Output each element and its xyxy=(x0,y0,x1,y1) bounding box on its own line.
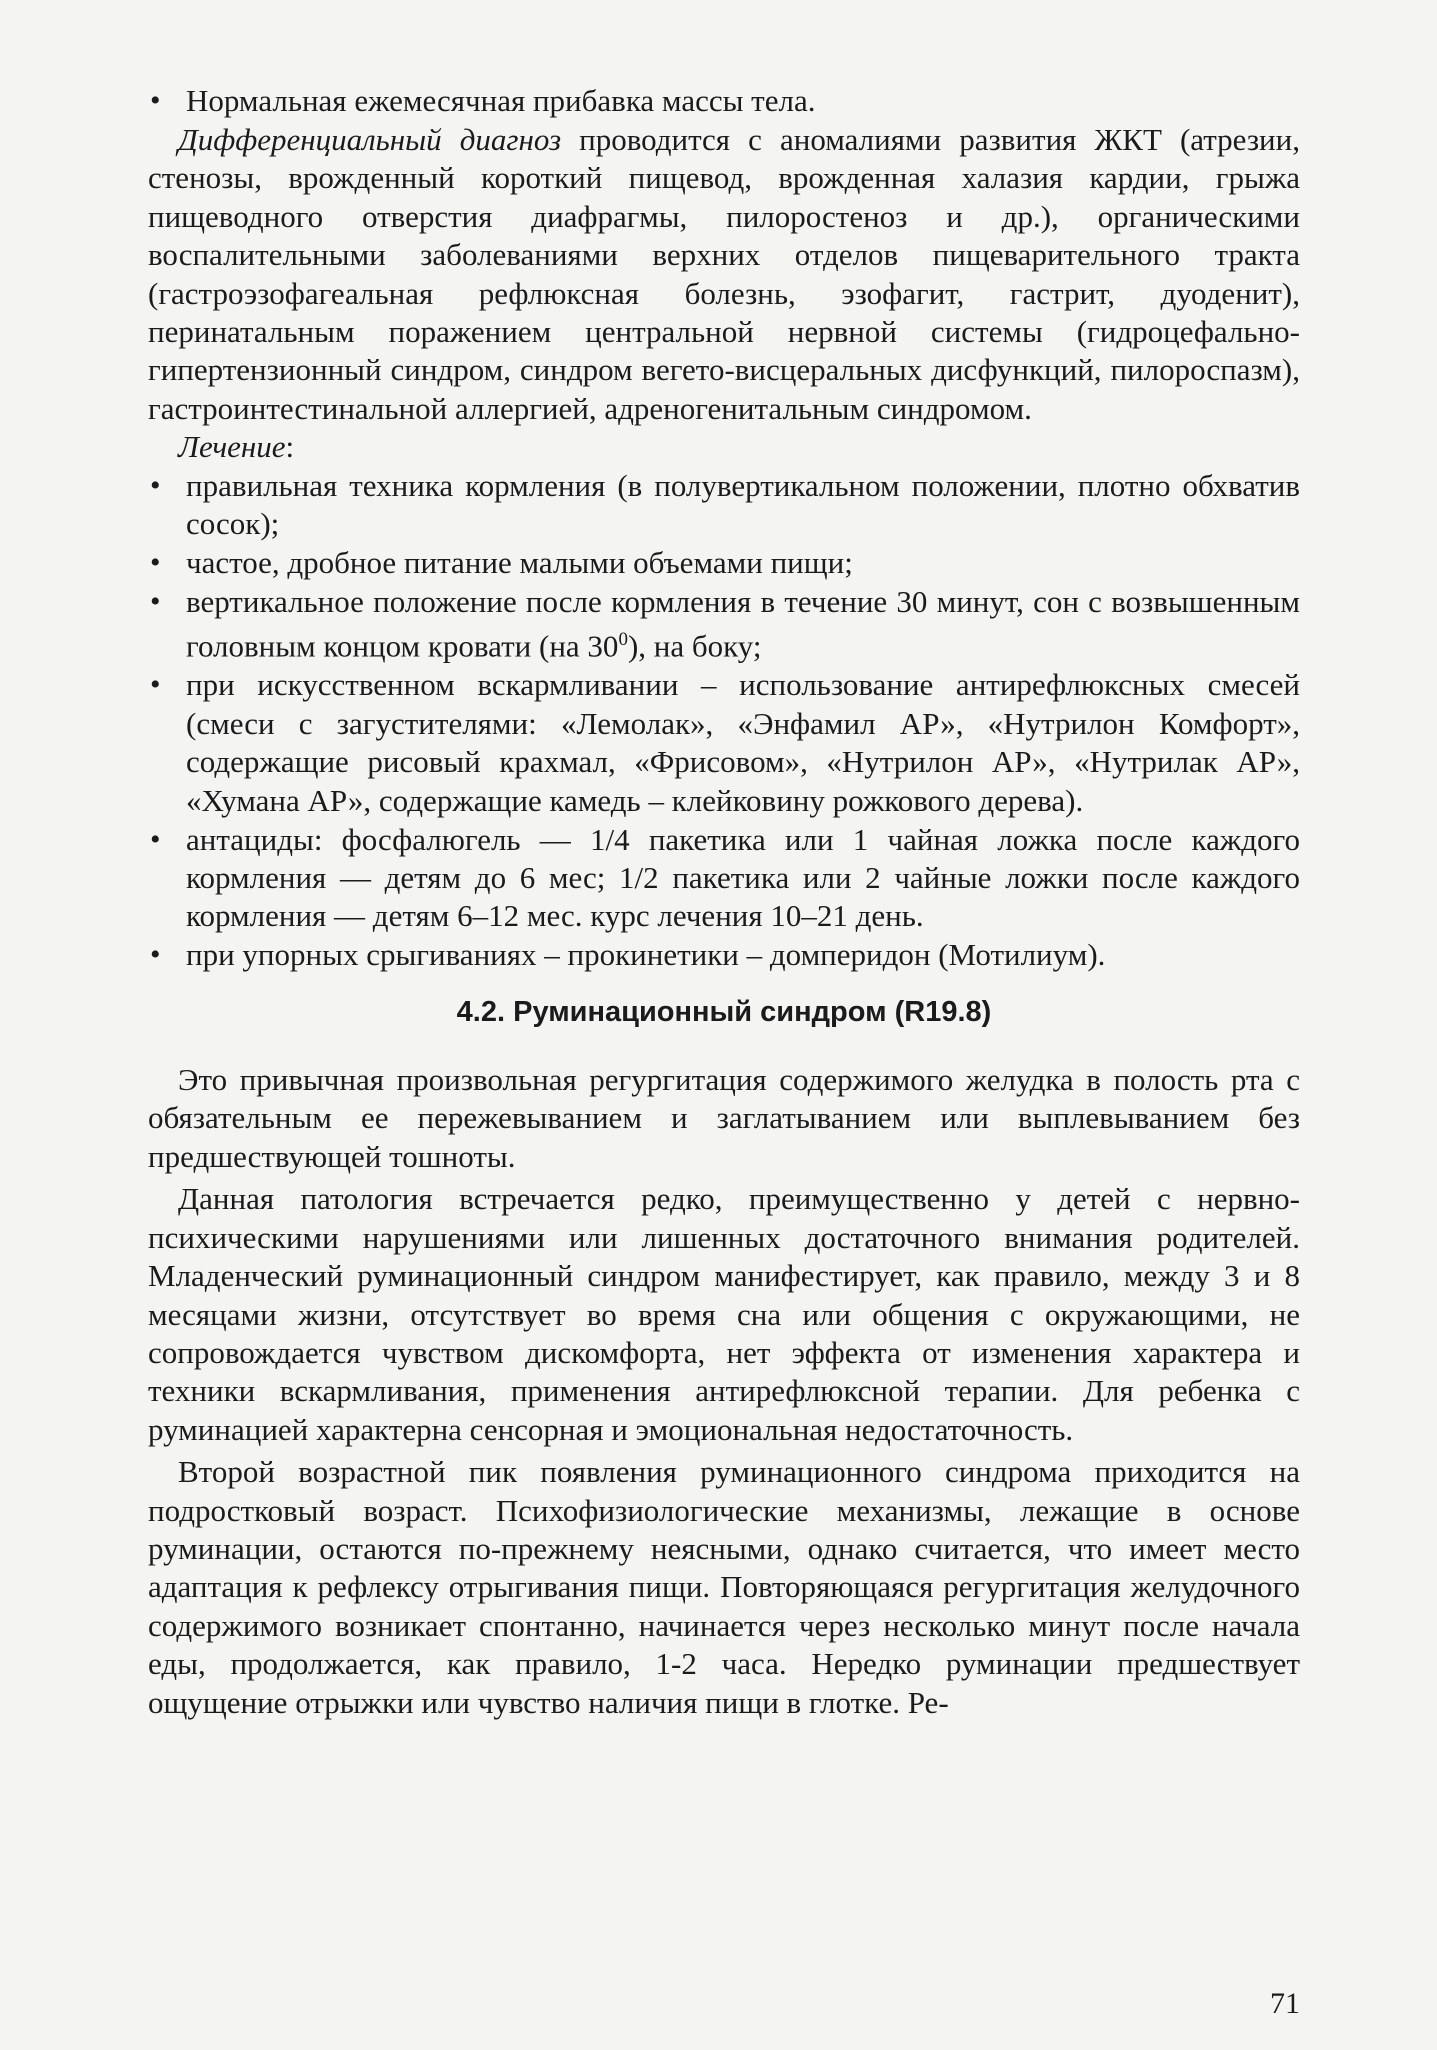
list-item-text: Нормальная ежемесячная прибавка массы тела. xyxy=(186,83,816,118)
page-content xyxy=(148,82,1300,1722)
section-paragraph-1: Это привычная произвольная регургитация содержимого желудка в полость рта с обязательным ее пережевыванием и заглатыванием или выплевыванием без предшествующей тошноты. xyxy=(148,1062,1300,1174)
treatment-item-2: частое, дробное питание малыми объемами пищи; xyxy=(186,544,853,580)
treatment-item-6: при упорных срыгиваниях – прокинетики – домперидон (Мотилиум). xyxy=(186,937,1106,973)
treatment-item-3-tail: ), на боку; xyxy=(627,628,762,664)
differential-diagnosis-paragraph xyxy=(148,121,1300,428)
page-number: 71 xyxy=(1270,1987,1300,2020)
list-item xyxy=(148,583,1300,666)
list-item xyxy=(148,467,1300,544)
treatment-item-1: правильная техника кормления (в полувертикальном положении, плотно обхватив сосок); xyxy=(186,467,1300,541)
treatment-item-5: антациды: фосфалюгель — 1/4 пакетика или 1 чайная ложка после каждого кормления — детям до 6 мес; 1/2 пакетика или 2 чайные ложки после каждого кормления — детям 6–12 мес. курс лечения 10–21 день. xyxy=(186,821,1300,934)
list-item xyxy=(148,544,1300,582)
list-item xyxy=(148,821,1300,936)
treatment-item-4: при искусственном вскармливании – использование антирефлюксных смесей (смеси с загустителями: «Лемолак», «Энфамил АР», «Нутрилон Комфорт», содержащие рисовый крахмал, «Фрисовом», «Нутрилон АР», «Нутрилак АР», «Хумана АР», содержащие камедь – клейковину рожкового дерева). xyxy=(186,667,1300,818)
treatment-label-line xyxy=(148,428,1300,466)
section-heading: 4.2. Руминационный синдром (R19.8) xyxy=(456,995,992,1028)
top-bullet-list xyxy=(148,82,1300,120)
list-item xyxy=(148,666,1300,820)
differential-diagnosis-text: проводится с аномалиями развития ЖКТ (атрезии, стенозы, врожденный короткий пищевод, врожденная халазия кардии, грыжа пищеводного отверстия диафрагмы, пилоростеноз и др.), органическими воспалительными заболеваниями верхних отделов пищеварительного тракта (гастроэзофагеальная рефлюксная болезнь, эзофагит, гастрит, дуоденит), перинатальным поражением центральной нервной системы (гидроцефально-гипертензионный синдром, синдром вегето-висцеральных дисфункций, пилороспазм), гастроинтестинальной аллергией, адреногенитальным синдромом. xyxy=(148,121,1300,426)
differential-diagnosis-term: Дифференциальный диагноз xyxy=(178,121,562,157)
degree-superscript: 0 xyxy=(618,629,628,651)
treatment-label: Лечение xyxy=(178,429,286,465)
section-paragraph-2: Данная патология встречается редко, преимущественно у детей с нервно-психическими нарушениями или лишенных достаточного внимания родителей. Младенческий руминационный синдром манифестирует, как правило, между 3 и 8 месяцами жизни, отсутствует во время сна или общения с окружающими, не сопровождается чувством дискомфорта, нет эффекта от изменения характера и техники вскармливания, применения антирефлюксной терапии. Для ребенка с руминацией характерна сенсорная и эмоциональная недостаточность. xyxy=(148,1181,1300,1447)
list-item xyxy=(148,936,1300,974)
treatment-label-colon: : xyxy=(285,429,295,465)
treatment-item-3: вертикальное положение после кормления в течение 30 минут, сон с возвышенным головным концом кровати (на 30 xyxy=(186,583,1300,664)
section-paragraph-3: Второй возрастной пик появления руминационного синдрома приходится на подростковый возраст. Психофизиологические механизмы, лежащие в основе руминации, остаются по-прежнему неясными, однако считается, что имеет место адаптация к рефлексу отрыгивания пищи. Повторяющаяся регургитация желудочного содержимого возникает спонтанно, начинается через несколько минут после начала еды, продолжается, как правило, 1-2 часа. Нередко руминации предшествует ощущение отрыжки или чувство наличия пищи в глотке. Ре- xyxy=(148,1454,1300,1720)
treatment-list xyxy=(148,467,1300,975)
list-item xyxy=(148,82,1300,120)
